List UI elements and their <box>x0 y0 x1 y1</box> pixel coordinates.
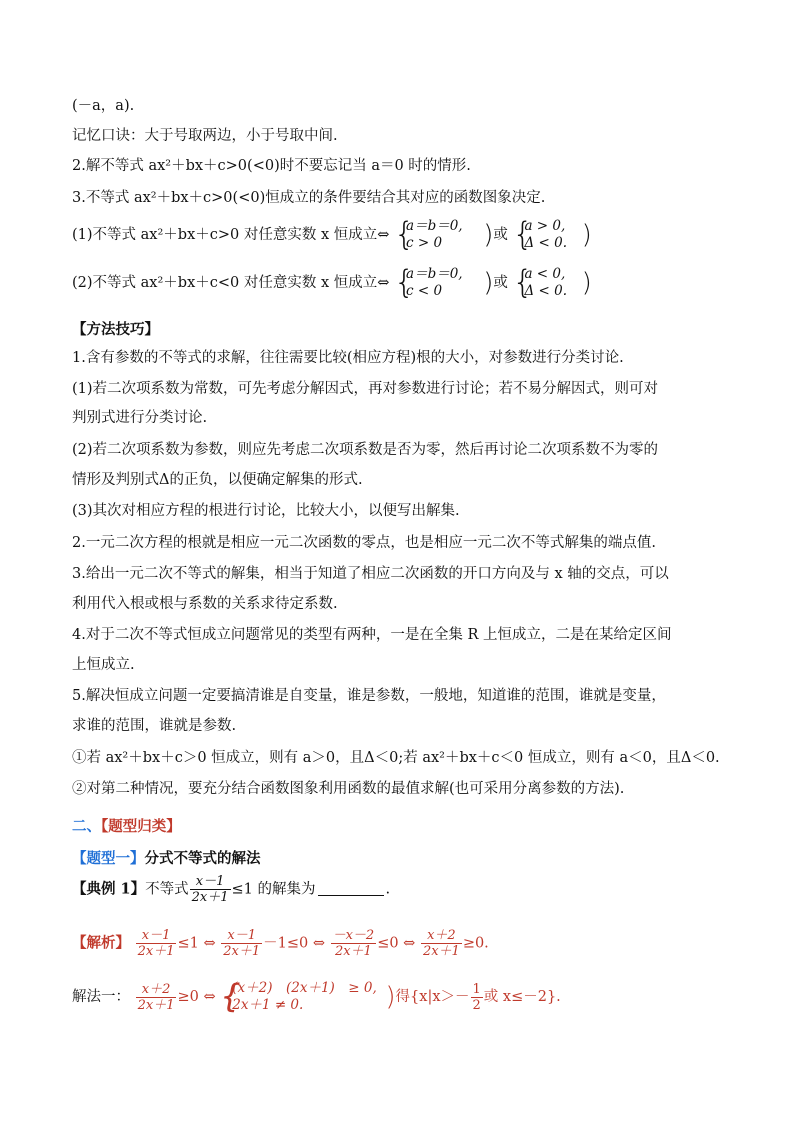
method-1: 1.含有参数的不等式的求解，往往需要比较(相应方程)根的大小，对参数进行分类讨论. <box>72 350 624 366</box>
mnemonic-line: 记忆口诀：大于号取两边，小于号取中间. <box>72 128 338 144</box>
method-one-line: 解法一： $\frac{x+2}{2x+1}$ ≥0 ⇔ { (x＋2) (2x＋1) ≥ 0, 2x＋1 ≠ 0. )得{x|x＞－ $\frac{1}{2}$ 或 x≤－2}. <box>72 977 561 1015</box>
method-5b: ②对第二种情况，要充分结合函数图象利用函数的最值求解(也可采用分离参数的方法). <box>72 781 625 797</box>
condition-2: (2)不等式 ax²＋bx＋c<0 对任意实数 x 恒成立⇔ { a＝b＝0, c < 0 )或 { a < 0, Δ < 0. ) <box>72 263 592 301</box>
method-3-line2: 利用代入根或根与系数的关系求待定系数. <box>72 596 338 612</box>
method-one-system: { (x＋2) (2x＋1) ≥ 0, 2x＋1 ≠ 0. <box>220 977 377 1015</box>
note-3: 3.不等式 ax²＋bx＋c>0(<0)恒成立的条件要结合其对应的函数图象决定. <box>72 190 546 206</box>
example-1-fraction: $\frac{x-1}{2x+1}$ <box>191 874 229 905</box>
solution-line: 【解析】 $\frac{x-1}{2x+1}$ ≤1 ⇔ $\frac{x-1}{2x+1}$ －1≤0 ⇔ $\frac{-x-2}{2x+1}$ ≤0 ⇔ $\frac{x+2}{2x+1}$ ≥0. <box>72 928 489 959</box>
example-1-tag: 【典例 1】 <box>72 880 146 898</box>
note-2: 2.解不等式 ax²＋bx＋c>0(<0)时不要忘记当 a＝0 时的情形. <box>72 158 471 174</box>
type-1-heading <box>72 849 261 869</box>
method-2: 2.一元二次方程的根就是相应一元二次函数的零点，也是相应一元二次不等式解集的端点值. <box>72 535 656 551</box>
methods-heading: 【方法技巧】 <box>72 321 159 338</box>
method-4-line1: 4.对于二次不等式恒成立问题常见的类型有两种，一是在全集 R 上恒成立，二是在某给定区间 <box>72 627 672 643</box>
section-2-heading: 二、【题型归类】 <box>72 818 181 835</box>
method-3-line1: 3.给出一元二次不等式的解集，相当于知道了相应二次函数的开口方向及与 x 轴的交点，可以 <box>72 566 669 582</box>
condition-2-prefix: (2)不等式 ax²＋bx＋c<0 对任意实数 x 恒成立⇔ <box>72 275 390 291</box>
condition-2-system-a: { a＝b＝0, c < 0 <box>394 263 463 301</box>
condition-1-or: 或 <box>493 227 508 243</box>
condition-1: (1)不等式 ax²＋bx＋c>0 对任意实数 x 恒成立⇔ { a＝b＝0, c > 0 )或 { a > 0, Δ < 0. ) <box>72 215 592 253</box>
example-1: 【典例 1】不等式 $\frac{x-1}{2x+1}$ ≤1 的解集为 . <box>72 874 391 905</box>
method-5-line2: 求谁的范围，谁就是参数. <box>72 718 237 734</box>
condition-1-system-a: { a＝b＝0, c > 0 <box>394 215 463 253</box>
method-4-line2: 上恒成立. <box>72 657 135 673</box>
method-one-label: 解法一： <box>72 989 130 1005</box>
method-1a-line2: 判别式进行分类讨论. <box>72 410 208 426</box>
condition-2-or: 或 <box>493 275 508 291</box>
method-1c: (3)其次对相应方程的根进行讨论，比较大小，以便写出解集. <box>72 503 460 519</box>
condition-1-prefix: (1)不等式 ax²＋bx＋c>0 对任意实数 x 恒成立⇔ <box>72 227 390 243</box>
interval-line: (－a，a). <box>72 98 135 114</box>
solution-tag: 【解析】 <box>72 934 130 952</box>
method-5a: ①若 ax²＋bx＋c＞0 恒成立，则有 a＞0，且Δ＜0;若 ax²＋bx＋c＜0 恒成立，则有 a＜0，且Δ＜0. <box>72 750 720 766</box>
condition-1-system-b: { a > 0, Δ < 0. <box>512 215 567 253</box>
condition-2-system-b: { a < 0, Δ < 0. <box>512 263 567 301</box>
type-1-title: 分式不等式的解法 <box>144 850 261 867</box>
method-1a-line1: (1)若二次项系数为常数，可先考虑分解因式，再对参数进行讨论；若不易分解因式，则可对 <box>72 381 659 397</box>
method-5-line1: 5.解决恒成立问题一定要搞清谁是自变量，谁是参数，一般地，知道谁的范围，谁就是变量， <box>72 688 666 704</box>
method-1b-line2: 情形及判别式Δ的正负，以便确定解集的形式. <box>72 472 363 488</box>
type-1-tag: 【题型一】 <box>72 850 145 867</box>
answer-blank <box>318 895 384 896</box>
method-1b-line1: (2)若二次项系数为参数，则应先考虑二次项系数是否为零，然后再讨论二次项系数不为零的 <box>72 442 659 458</box>
